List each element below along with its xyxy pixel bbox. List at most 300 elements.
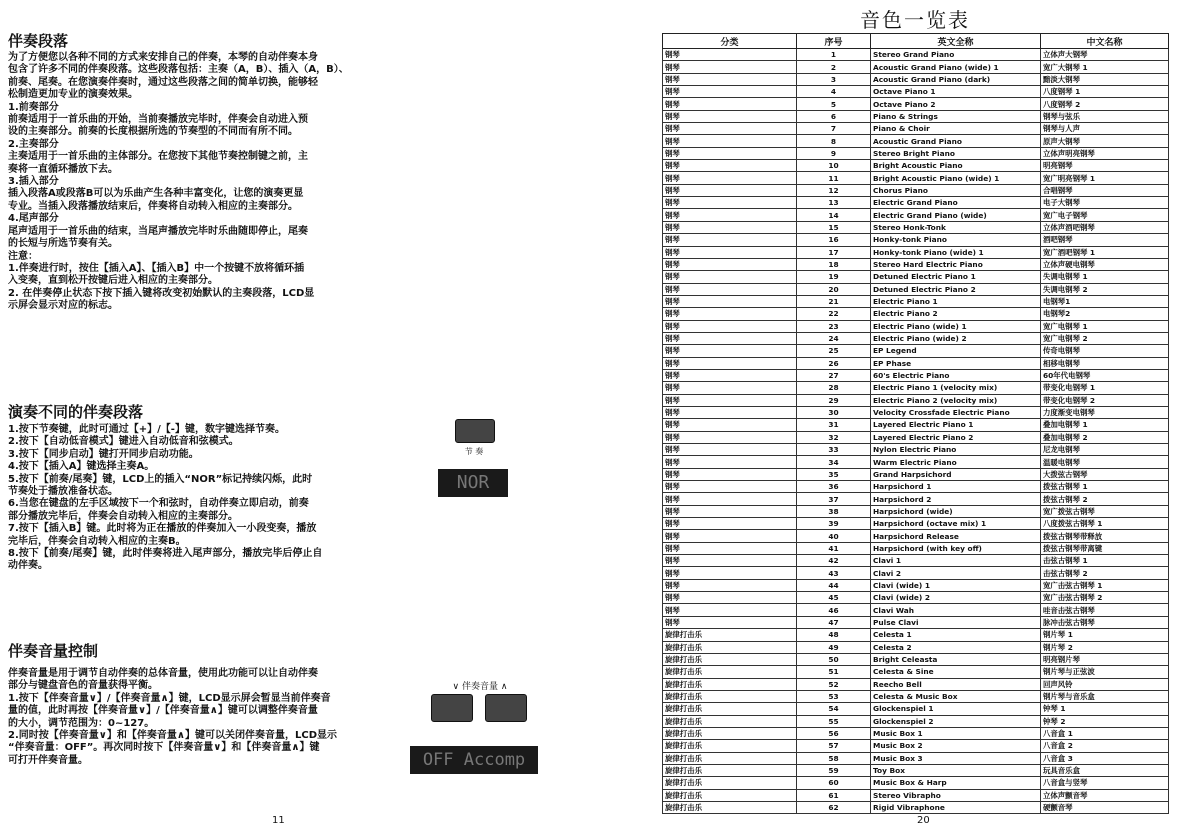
chinese-name-cell: 酒吧钢琴 [1041, 234, 1169, 246]
section-body-accomp-volume [8, 668, 363, 767]
english-name-cell: Glockenspiel 2 [871, 715, 1041, 727]
category-cell: 钢琴 [663, 160, 797, 172]
chinese-name-cell: 叠加电钢琴 1 [1041, 419, 1169, 431]
chinese-name-cell: 宽广大钢琴 1 [1041, 61, 1169, 73]
number-cell: 9 [797, 147, 871, 159]
table-row [663, 715, 1169, 727]
chinese-name-cell: 原声大钢琴 [1041, 135, 1169, 147]
category-cell: 旋律打击乐 [663, 629, 797, 641]
english-name-cell: Celesta & Sine [871, 666, 1041, 678]
accomp-volume-up-button[interactable] [485, 694, 527, 722]
text-line: 前奏适用于一首乐曲的开始，当前奏播放完毕时，伴奏会自动进入预 [8, 114, 308, 126]
category-cell: 钢琴 [663, 357, 797, 369]
number-cell: 28 [797, 382, 871, 394]
chinese-name-cell: 60年代电钢琴 [1041, 369, 1169, 381]
text-line: 的长短与所选节奏有关。 [8, 238, 118, 250]
table-row [663, 468, 1169, 480]
chinese-name-cell: 带变化电钢琴 2 [1041, 394, 1169, 406]
number-cell: 2 [797, 61, 871, 73]
table-row [663, 160, 1169, 172]
chinese-name-cell: 钢片琴 2 [1041, 641, 1169, 653]
english-name-cell: Reecho Bell [871, 678, 1041, 690]
table-row [663, 308, 1169, 320]
english-name-cell: Clavi 1 [871, 555, 1041, 567]
number-cell: 5 [797, 98, 871, 110]
text-line: 部分播放完毕后，伴奏会自动转入相应的主奏部分。 [8, 510, 238, 522]
number-cell: 41 [797, 542, 871, 554]
table-row [663, 357, 1169, 369]
table-row [663, 320, 1169, 332]
number-cell: 40 [797, 530, 871, 542]
number-cell: 60 [797, 777, 871, 789]
chinese-name-cell: 宽广击弦古钢琴 1 [1041, 579, 1169, 591]
number-cell: 61 [797, 789, 871, 801]
english-name-cell: Velocity Crossfade Electric Piano [871, 406, 1041, 418]
number-cell: 8 [797, 135, 871, 147]
text-line: 的大小，调节范围为：0~127。 [8, 717, 155, 729]
number-cell: 18 [797, 258, 871, 270]
number-cell: 16 [797, 234, 871, 246]
table-row [663, 246, 1169, 258]
text-line: 动伴奏。 [8, 560, 48, 572]
chinese-name-cell: 八度钢琴 1 [1041, 86, 1169, 98]
category-cell: 旋律打击乐 [663, 789, 797, 801]
table-row [663, 690, 1169, 702]
table-row [663, 579, 1169, 591]
text-line: 节奏处于播放准备状态。 [8, 486, 118, 498]
number-cell: 11 [797, 172, 871, 184]
english-name-cell: Stereo Vibrapho [871, 789, 1041, 801]
number-cell: 23 [797, 320, 871, 332]
number-cell: 47 [797, 616, 871, 628]
category-cell: 钢琴 [663, 394, 797, 406]
number-cell: 50 [797, 653, 871, 665]
english-name-cell: Clavi Wah [871, 604, 1041, 616]
number-cell: 33 [797, 444, 871, 456]
category-cell: 钢琴 [663, 209, 797, 221]
english-name-cell: Harpsichord (octave mix) 1 [871, 518, 1041, 530]
text-line: 可打开伴奏音量。 [8, 754, 88, 766]
number-cell: 34 [797, 456, 871, 468]
table-row [663, 283, 1169, 295]
category-cell: 旋律打击乐 [663, 678, 797, 690]
accomp-volume-down-button[interactable] [431, 694, 473, 722]
table-row [663, 616, 1169, 628]
english-name-cell: Electric Piano (wide) 2 [871, 332, 1041, 344]
text-line: 1.按下【伴奏音量∨】/【伴奏音量∧】键，LCD显示屏会暂显当前伴奏音 [8, 692, 331, 704]
chinese-name-cell: 哇音击弦古钢琴 [1041, 604, 1169, 616]
category-cell: 钢琴 [663, 283, 797, 295]
table-row [663, 456, 1169, 468]
text-line: 1.按下节奏键，此时可通过【+】/【-】键，数字键选择节奏。 [8, 424, 285, 435]
chinese-name-cell: 拨弦古钢琴 1 [1041, 481, 1169, 493]
text-line: 1.伴奏进行时，按住【插入A】、【插入B】中一个按键不放将循环插 [8, 262, 305, 274]
number-cell: 51 [797, 666, 871, 678]
table-row [663, 518, 1169, 530]
english-name-cell: Music Box & Harp [871, 777, 1041, 789]
table-row [663, 431, 1169, 443]
text-line: 主奏适用于一首乐曲的主体部分。在您按下其他节奏控制键之前，主 [8, 151, 308, 163]
chinese-name-cell: 脉冲击弦古钢琴 [1041, 616, 1169, 628]
category-cell: 钢琴 [663, 542, 797, 554]
table-row [663, 789, 1169, 801]
category-cell: 钢琴 [663, 246, 797, 258]
page-number-right: 20 [917, 815, 930, 826]
english-name-cell: Grand Harpsichord [871, 468, 1041, 480]
number-cell: 43 [797, 567, 871, 579]
number-cell: 20 [797, 283, 871, 295]
tone-list-title: 音色一览表 [860, 8, 970, 32]
number-cell: 46 [797, 604, 871, 616]
text-line: 2.同时按【伴奏音量∨】和【伴奏音量∧】键可以关闭伴奏音量，LCD显示 [8, 730, 338, 742]
category-cell: 钢琴 [663, 49, 797, 61]
english-name-cell: Honky-tonk Piano (wide) 1 [871, 246, 1041, 258]
number-cell: 55 [797, 715, 871, 727]
category-cell: 钢琴 [663, 456, 797, 468]
page-number-left: 11 [272, 815, 285, 826]
english-name-cell: Clavi (wide) 1 [871, 579, 1041, 591]
english-name-cell: Harpsichord (with key off) [871, 542, 1041, 554]
table-row [663, 419, 1169, 431]
chinese-name-cell: 失调电钢琴 2 [1041, 283, 1169, 295]
text-line: 包含了许多不同的伴奏段落。这些段落包括：主奏（A，B）、插入（A，B）、 [8, 64, 349, 76]
english-name-cell: Electric Grand Piano [871, 197, 1041, 209]
english-name-cell: Warm Electric Piano [871, 456, 1041, 468]
chinese-name-cell: 八音盒 3 [1041, 752, 1169, 764]
chinese-name-cell: 合唱钢琴 [1041, 184, 1169, 196]
category-cell: 钢琴 [663, 518, 797, 530]
table-row [663, 234, 1169, 246]
category-cell: 旋律打击乐 [663, 653, 797, 665]
category-cell: 钢琴 [663, 604, 797, 616]
chinese-name-cell: 宽广电钢琴 1 [1041, 320, 1169, 332]
category-cell: 钢琴 [663, 579, 797, 591]
chinese-name-cell: 大拨弦古钢琴 [1041, 468, 1169, 480]
section-title-accomp-volume: 伴奏音量控制 [8, 642, 99, 660]
category-cell: 钢琴 [663, 184, 797, 196]
english-name-cell: Clavi (wide) 2 [871, 592, 1041, 604]
number-cell: 45 [797, 592, 871, 604]
number-cell: 10 [797, 160, 871, 172]
chinese-name-cell: 八度钢琴 2 [1041, 98, 1169, 110]
english-name-cell: Pulse Clavi [871, 616, 1041, 628]
text-line: 专业。当插入段落播放结束后，伴奏将自动转入相应的主奏部分。 [8, 200, 298, 212]
section-title-play-sections: 演奏不同的伴奏段落 [8, 403, 144, 421]
category-cell: 钢琴 [663, 555, 797, 567]
number-cell: 53 [797, 690, 871, 702]
english-name-cell: Celesta 1 [871, 629, 1041, 641]
category-cell: 钢琴 [663, 61, 797, 73]
chinese-name-cell: 回声风铃 [1041, 678, 1169, 690]
text-line: 完毕后，伴奏会自动转入相应的主奏B。 [8, 535, 186, 547]
table-row [663, 295, 1169, 307]
table-row [663, 555, 1169, 567]
category-cell: 旋律打击乐 [663, 777, 797, 789]
number-cell: 21 [797, 295, 871, 307]
english-name-cell: Music Box 3 [871, 752, 1041, 764]
english-name-cell: Detuned Electric Piano 1 [871, 271, 1041, 283]
table-row [663, 197, 1169, 209]
english-name-cell: Clavi 2 [871, 567, 1041, 579]
number-cell: 6 [797, 110, 871, 122]
number-cell: 37 [797, 493, 871, 505]
number-cell: 48 [797, 629, 871, 641]
table-row [663, 493, 1169, 505]
table-row [663, 258, 1169, 270]
text-line: 2.按下【自动低音模式】键进入自动低音和弦模式。 [8, 436, 239, 448]
english-name-cell: Bright Acoustic Piano (wide) 1 [871, 172, 1041, 184]
category-cell: 钢琴 [663, 221, 797, 233]
chinese-name-cell: 宽广击弦古钢琴 2 [1041, 592, 1169, 604]
text-line: 3.插入部分 [8, 176, 59, 188]
category-cell: 钢琴 [663, 172, 797, 184]
english-name-cell: Electric Piano (wide) 1 [871, 320, 1041, 332]
category-cell: 钢琴 [663, 332, 797, 344]
text-line: 5.按下【前奏/尾奏】键，LCD上的插入“NOR”标记持续闪烁，此时 [8, 473, 313, 485]
rhythm-button[interactable] [455, 419, 495, 443]
category-cell: 钢琴 [663, 73, 797, 85]
category-cell: 旋律打击乐 [663, 764, 797, 776]
table-row [663, 382, 1169, 394]
section-title-accomp-sections: 伴奏段落 [8, 32, 69, 50]
table-row [663, 110, 1169, 122]
number-cell: 12 [797, 184, 871, 196]
header-chinese-name: 中文名称 [1041, 34, 1169, 49]
category-cell: 钢琴 [663, 308, 797, 320]
number-cell: 15 [797, 221, 871, 233]
text-line: 注意： [8, 250, 38, 262]
english-name-cell: Stereo Bright Piano [871, 147, 1041, 159]
category-cell: 旋律打击乐 [663, 703, 797, 715]
english-name-cell: Music Box 1 [871, 727, 1041, 739]
category-cell: 钢琴 [663, 135, 797, 147]
english-name-cell: Stereo Hard Electric Piano [871, 258, 1041, 270]
chinese-name-cell: 相移电钢琴 [1041, 357, 1169, 369]
number-cell: 22 [797, 308, 871, 320]
text-line: 2.主奏部分 [8, 138, 59, 150]
english-name-cell: Electric Piano 2 [871, 308, 1041, 320]
chinese-name-cell: 钢片琴 1 [1041, 629, 1169, 641]
section-body-play-sections [8, 424, 363, 573]
header-english-name: 英文全称 [871, 34, 1041, 49]
chinese-name-cell: 钟琴 2 [1041, 715, 1169, 727]
number-cell: 25 [797, 345, 871, 357]
number-cell: 19 [797, 271, 871, 283]
category-cell: 旋律打击乐 [663, 641, 797, 653]
category-cell: 钢琴 [663, 147, 797, 159]
text-line: 6.当您在键盘的左手区域按下一个和弦时，自动伴奏立即启动，前奏 [8, 498, 309, 510]
number-cell: 39 [797, 518, 871, 530]
number-cell: 57 [797, 740, 871, 752]
english-name-cell: Honky-tonk Piano [871, 234, 1041, 246]
category-cell: 钢琴 [663, 468, 797, 480]
chinese-name-cell: 拨弦古钢琴带离键 [1041, 542, 1169, 554]
category-cell: 钢琴 [663, 86, 797, 98]
category-cell: 钢琴 [663, 567, 797, 579]
table-row [663, 332, 1169, 344]
chinese-name-cell: 八度拨弦古钢琴 1 [1041, 518, 1169, 530]
chinese-name-cell: 立体声大钢琴 [1041, 49, 1169, 61]
table-row [663, 369, 1169, 381]
category-cell: 钢琴 [663, 431, 797, 443]
category-cell: 钢琴 [663, 320, 797, 332]
chinese-name-cell: 宽广酒吧钢琴 1 [1041, 246, 1169, 258]
number-cell: 27 [797, 369, 871, 381]
category-cell: 钢琴 [663, 197, 797, 209]
number-cell: 1 [797, 49, 871, 61]
chinese-name-cell: 八音盒与竖琴 [1041, 777, 1169, 789]
chinese-name-cell: 力度渐变电钢琴 [1041, 406, 1169, 418]
number-cell: 14 [797, 209, 871, 221]
chinese-name-cell: 宽广电子钢琴 [1041, 209, 1169, 221]
category-cell: 钢琴 [663, 382, 797, 394]
text-line: 量的值，此时再按【伴奏音量∨】/【伴奏音量∧】键可以调整伴奏音量 [8, 705, 318, 717]
number-cell: 32 [797, 431, 871, 443]
chinese-name-cell: 黯淡大钢琴 [1041, 73, 1169, 85]
english-name-cell: Piano & Strings [871, 110, 1041, 122]
header-category: 分类 [663, 34, 797, 49]
chinese-name-cell: 明亮钢琴 [1041, 160, 1169, 172]
category-cell: 钢琴 [663, 406, 797, 418]
text-line: 设的主奏部分。前奏的长度根据所选的节奏型的不同而有所不同。 [8, 126, 298, 138]
english-name-cell: Stereo Grand Piano [871, 49, 1041, 61]
chinese-name-cell: 宽广拨弦古钢琴 [1041, 505, 1169, 517]
english-name-cell: Chorus Piano [871, 184, 1041, 196]
tone-list-table [662, 33, 1169, 814]
english-name-cell: Glockenspiel 1 [871, 703, 1041, 715]
english-name-cell: Harpsichord 1 [871, 481, 1041, 493]
table-row [663, 592, 1169, 604]
number-cell: 24 [797, 332, 871, 344]
english-name-cell: Harpsichord 2 [871, 493, 1041, 505]
section-body-accomp-sections [8, 52, 363, 313]
number-cell: 54 [797, 703, 871, 715]
number-cell: 26 [797, 357, 871, 369]
header-number: 序号 [797, 34, 871, 49]
text-line: 2. 在伴奏停止状态下按下插入键将改变初始默认的主奏段落，LCD显 [8, 287, 315, 299]
english-name-cell: Detuned Electric Piano 2 [871, 283, 1041, 295]
english-name-cell: Octave Piano 1 [871, 86, 1041, 98]
text-line: 示屏会显示对应的标志。 [8, 300, 118, 312]
category-cell: 钢琴 [663, 530, 797, 542]
english-name-cell: Toy Box [871, 764, 1041, 776]
chinese-name-cell: 立体声酒吧钢琴 [1041, 221, 1169, 233]
table-row [663, 394, 1169, 406]
chinese-name-cell: 钢琴与人声 [1041, 123, 1169, 135]
category-cell: 钢琴 [663, 295, 797, 307]
text-line: 1.前奏部分 [8, 101, 59, 113]
english-name-cell: Bright Celeasta [871, 653, 1041, 665]
table-row [663, 444, 1169, 456]
category-cell: 钢琴 [663, 258, 797, 270]
category-cell: 旋律打击乐 [663, 666, 797, 678]
text-line: 入变奏，直到松开按键后进入相应的主奏部分。 [8, 275, 218, 287]
english-name-cell: Octave Piano 2 [871, 98, 1041, 110]
table-row [663, 61, 1169, 73]
table-row [663, 86, 1169, 98]
english-name-cell: Nylon Electric Piano [871, 444, 1041, 456]
chinese-name-cell: 电钢琴1 [1041, 295, 1169, 307]
table-row [663, 777, 1169, 789]
chinese-name-cell: 八音盒 2 [1041, 740, 1169, 752]
number-cell: 56 [797, 727, 871, 739]
chinese-name-cell: 拨弦古钢琴 2 [1041, 493, 1169, 505]
text-line: 前奏、尾奏。在您演奏伴奏时，通过这些段落之间的简单切换，能够轻 [8, 76, 318, 88]
english-name-cell: Acoustic Grand Piano [871, 135, 1041, 147]
category-cell: 钢琴 [663, 234, 797, 246]
number-cell: 17 [797, 246, 871, 258]
chinese-name-cell: 尼龙电钢琴 [1041, 444, 1169, 456]
table-row [663, 567, 1169, 579]
english-name-cell: Electric Piano 2 (velocity mix) [871, 394, 1041, 406]
english-name-cell: Layered Electric Piano 2 [871, 431, 1041, 443]
english-name-cell: Piano & Choir [871, 123, 1041, 135]
right-page [592, 0, 1183, 831]
english-name-cell: Bright Acoustic Piano [871, 160, 1041, 172]
category-cell: 钢琴 [663, 419, 797, 431]
table-row [663, 505, 1169, 517]
english-name-cell: Electric Piano 1 [871, 295, 1041, 307]
text-line: 4.尾声部分 [8, 213, 59, 225]
table-row [663, 666, 1169, 678]
category-cell: 钢琴 [663, 345, 797, 357]
number-cell: 59 [797, 764, 871, 776]
chinese-name-cell: 宽广电钢琴 2 [1041, 332, 1169, 344]
text-line: 3.按下【同步启动】键打开同步启动功能。 [8, 448, 199, 460]
chinese-name-cell: 钟琴 1 [1041, 703, 1169, 715]
chinese-name-cell: 钢片琴与音乐盒 [1041, 690, 1169, 702]
number-cell: 29 [797, 394, 871, 406]
chinese-name-cell: 八音盒 1 [1041, 727, 1169, 739]
chinese-name-cell: 硬颤音琴 [1041, 801, 1169, 813]
accomp-volume-label: ∨ 伴奏音量 ∧ [452, 682, 508, 692]
category-cell: 钢琴 [663, 481, 797, 493]
chinese-name-cell: 拨弦古钢琴带释放 [1041, 530, 1169, 542]
number-cell: 62 [797, 801, 871, 813]
category-cell: 钢琴 [663, 271, 797, 283]
table-row [663, 727, 1169, 739]
table-row [663, 629, 1169, 641]
table-row [663, 752, 1169, 764]
table-row [663, 345, 1169, 357]
number-cell: 58 [797, 752, 871, 764]
table-row [663, 123, 1169, 135]
chinese-name-cell: 击弦古钢琴 1 [1041, 555, 1169, 567]
english-name-cell: 60's Electric Piano [871, 369, 1041, 381]
english-name-cell: Acoustic Grand Piano (dark) [871, 73, 1041, 85]
text-line: 松制造更加专业的演奏效果。 [8, 89, 138, 101]
chinese-name-cell: 立体声明亮钢琴 [1041, 147, 1169, 159]
table-row [663, 209, 1169, 221]
chinese-name-cell: 击弦古钢琴 2 [1041, 567, 1169, 579]
english-name-cell: EP Legend [871, 345, 1041, 357]
category-cell: 钢琴 [663, 493, 797, 505]
text-line: 8.按下【前奏/尾奏】键，此时伴奏将进入尾声部分，播放完毕后停止自 [8, 548, 323, 560]
number-cell: 4 [797, 86, 871, 98]
number-cell: 7 [797, 123, 871, 135]
category-cell: 旋律打击乐 [663, 715, 797, 727]
chinese-name-cell: 温暖电钢琴 [1041, 456, 1169, 468]
table-row [663, 98, 1169, 110]
chinese-name-cell: 立体声颤音琴 [1041, 789, 1169, 801]
table-row [663, 530, 1169, 542]
english-name-cell: Electric Piano 1 (velocity mix) [871, 382, 1041, 394]
table-row [663, 641, 1169, 653]
chinese-name-cell: 失调电钢琴 1 [1041, 271, 1169, 283]
table-row [663, 271, 1169, 283]
english-name-cell: Harpsichord (wide) [871, 505, 1041, 517]
table-row [663, 542, 1169, 554]
